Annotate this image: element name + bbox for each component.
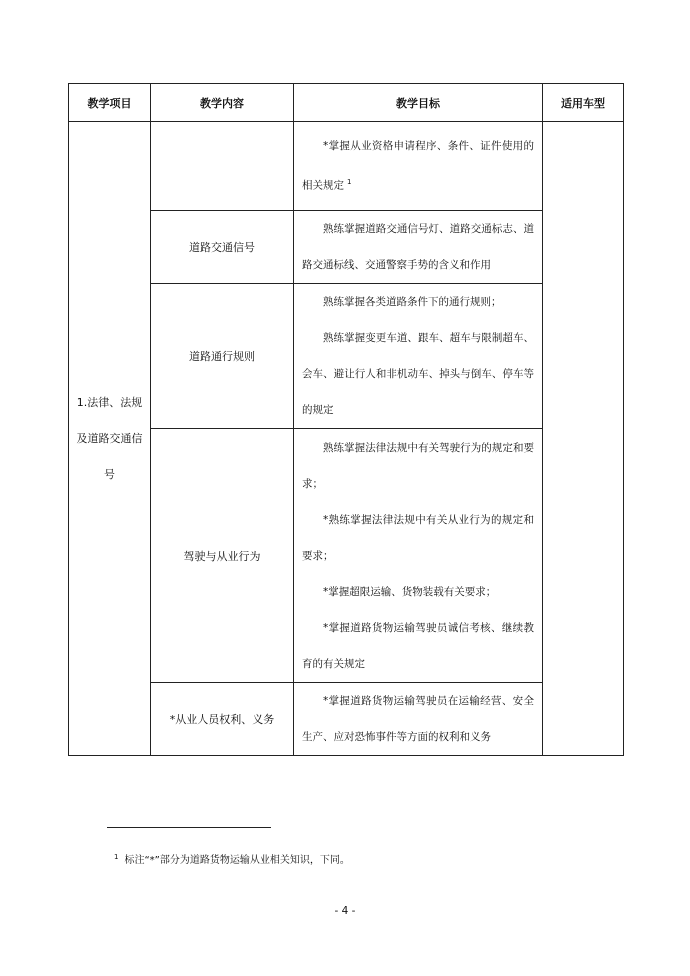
goal-text: *掌握超限运输、货物装载有关要求；	[323, 585, 497, 598]
header-project: 教学项目	[69, 84, 151, 122]
content-cell	[151, 122, 294, 211]
goal-text: 熟练掌握法律法规中有关驾驶行为的规定和要求；	[302, 441, 534, 490]
footnote-ref: 1	[347, 178, 352, 187]
table-row	[69, 284, 624, 429]
footnote	[114, 851, 350, 866]
content-cell: 道路交通信号	[151, 211, 294, 284]
table-row	[69, 683, 624, 756]
table-row	[69, 429, 624, 683]
vehicle-cell	[543, 122, 624, 756]
table-header-row	[69, 84, 624, 122]
table-row	[69, 122, 624, 211]
goal-cell	[294, 683, 543, 756]
footnote-text: 标注“*”部分为道路货物运输从业相关知识，下同。	[124, 855, 350, 866]
goal-text: *掌握从业资格申请程序、条件、证件使用的相关规定	[302, 140, 534, 192]
goal-text: *掌握道路货物运输驾驶员诚信考核、继续教育的有关规定	[302, 621, 534, 670]
goal-cell	[294, 429, 543, 683]
goal-text: *掌握道路货物运输驾驶员在运输经营、安全生产、应对恐怖事件等方面的权利和义务	[302, 695, 534, 743]
goal-text: *熟练掌握法律法规中有关从业行为的规定和要求；	[302, 513, 534, 562]
goal-text: 熟练掌握各类道路条件下的通行规则；	[323, 296, 502, 308]
project-name-line: 1.法律、法规	[76, 395, 143, 409]
goal-text: 熟练掌握变更车道、跟车、超车与限制超车、会车、避让行人和非机动车、掉头与倒车、停车等的规定	[302, 332, 534, 416]
goal-cell	[294, 211, 543, 284]
footnote-divider	[107, 827, 271, 828]
content-cell: *从业人员权利、义务	[151, 683, 294, 756]
project-name-line: 及道路交通信	[76, 431, 143, 445]
content-cell: 驾驶与从业行为	[151, 429, 294, 683]
goal-cell	[294, 122, 543, 211]
teaching-table	[68, 83, 624, 756]
content-cell: 道路通行规则	[151, 284, 294, 429]
goal-text: 熟练掌握道路交通信号灯、道路交通标志、道路交通标线、交通警察手势的含义和作用	[302, 223, 534, 271]
project-cell	[69, 122, 151, 756]
header-goal: 教学目标	[294, 84, 543, 122]
page-number: - 4 -	[334, 905, 356, 917]
project-name-line: 号	[104, 467, 115, 481]
footnote-number: 1	[114, 852, 119, 861]
header-content: 教学内容	[151, 84, 294, 122]
table-row	[69, 211, 624, 284]
header-vehicle: 适用车型	[543, 84, 624, 122]
goal-cell	[294, 284, 543, 429]
